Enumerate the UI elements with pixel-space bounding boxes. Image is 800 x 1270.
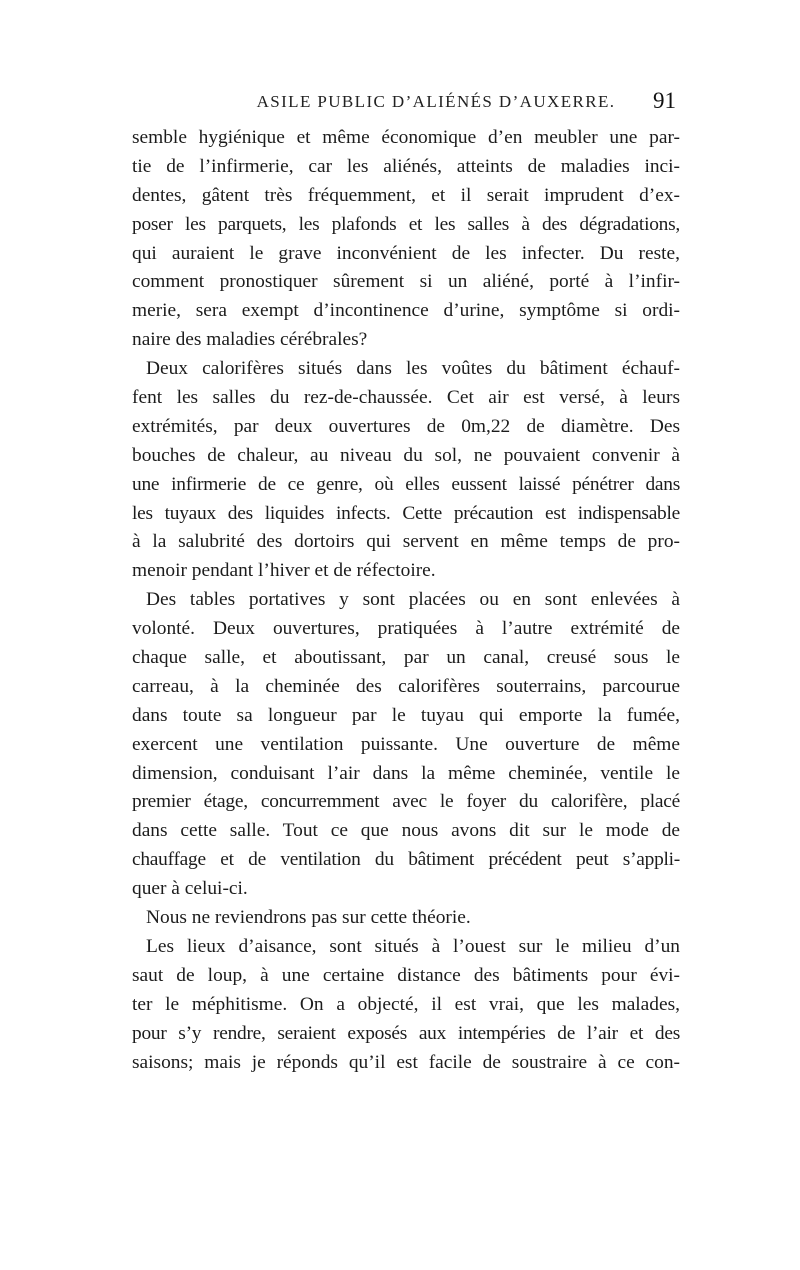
text-line: Les lieux d’aisance, sont situés à l’ouest sur le milieu d’un bbox=[146, 935, 680, 957]
text-line: dentes, gâtent très fréquemment, et il serait imprudent d’ex- bbox=[132, 184, 680, 206]
text-line: qui auraient le grave inconvénient de les infecter. Du reste, bbox=[132, 242, 680, 264]
text-line: les tuyaux des liquides infects. Cette précaution est indispensable bbox=[132, 502, 680, 524]
text-line: saut de loup, à une certaine distance des bâtiments pour évi- bbox=[132, 964, 680, 986]
text-line: chaque salle, et aboutissant, par un canal, creusé sous le bbox=[132, 647, 680, 669]
text-line: merie, sera exempt d’incontinence d’urine, symptôme si ordi- bbox=[132, 300, 680, 322]
text-line: naire des maladies cérébrales? bbox=[132, 329, 368, 351]
text-line: tie de l’infirmerie, car les aliénés, atteints de maladies inci- bbox=[132, 155, 680, 177]
text-line: à la salubrité des dortoirs qui servent en même temps de pro- bbox=[132, 531, 680, 553]
text-line: dans toute sa longueur par le tuyau qui emporte la fumée, bbox=[132, 704, 680, 726]
text-line: ter le méphitisme. On a objecté, il est vrai, que les malades, bbox=[132, 993, 680, 1015]
text-line: saisons; mais je réponds qu’il est facile de soustraire à ce con- bbox=[132, 1051, 680, 1073]
text-line: Des tables portatives y sont placées ou en sont enlevées à bbox=[146, 589, 680, 611]
text-line: Deux calorifères situés dans les voûtes du bâtiment échauf- bbox=[146, 358, 680, 380]
text-line: Nous ne reviendrons pas sur cette théorie. bbox=[146, 907, 471, 929]
text-line: poser les parquets, les plafonds et les salles à des dégradations, bbox=[132, 213, 680, 235]
text-line: semble hygiénique et même économique d’en meubler une par- bbox=[132, 127, 680, 148]
page-number: 91 bbox=[653, 88, 676, 113]
running-head bbox=[132, 88, 680, 118]
text-line: une infirmerie de ce genre, où elles eussent laissé pénétrer dans bbox=[132, 473, 680, 495]
text-line: dimension, conduisant l’air dans la même cheminée, ventile le bbox=[132, 762, 680, 784]
running-title: ASILE PUBLIC D’ALIÉNÉS D’AUXERRE. bbox=[256, 92, 616, 111]
text-line: exercent une ventilation puissante. Une ouverture de même bbox=[132, 733, 680, 755]
text-line: premier étage, concurremment avec le foyer du calorifère, placé bbox=[132, 791, 680, 813]
text-line: menoir pendant l’hiver et de réfectoire. bbox=[132, 560, 436, 582]
body-text bbox=[132, 124, 680, 1077]
text-line: fent les salles du rez-de-chaussée. Cet air est versé, à leurs bbox=[132, 387, 680, 409]
text-line: quer à celui-ci. bbox=[132, 878, 248, 900]
text-line: bouches de chaleur, au niveau du sol, ne pouvaient convenir à bbox=[132, 444, 680, 466]
text-line: chauffage et de ventilation du bâtiment précédent peut s’appli- bbox=[132, 849, 680, 871]
text-line: comment pronostiquer sûrement si un aliéné, porté à l’infir- bbox=[132, 271, 680, 293]
text-line: volonté. Deux ouvertures, pratiquées à l’autre extrémité de bbox=[132, 618, 680, 640]
text-line: carreau, à la cheminée des calorifères souterrains, parcourue bbox=[132, 675, 680, 697]
text-line: dans cette salle. Tout ce que nous avons dit sur le mode de bbox=[132, 820, 680, 842]
text-line: pour s’y rendre, seraient exposés aux intempéries de l’air et des bbox=[132, 1022, 680, 1044]
text-line: extrémités, par deux ouvertures de 0m,22 de diamètre. Des bbox=[132, 415, 680, 437]
